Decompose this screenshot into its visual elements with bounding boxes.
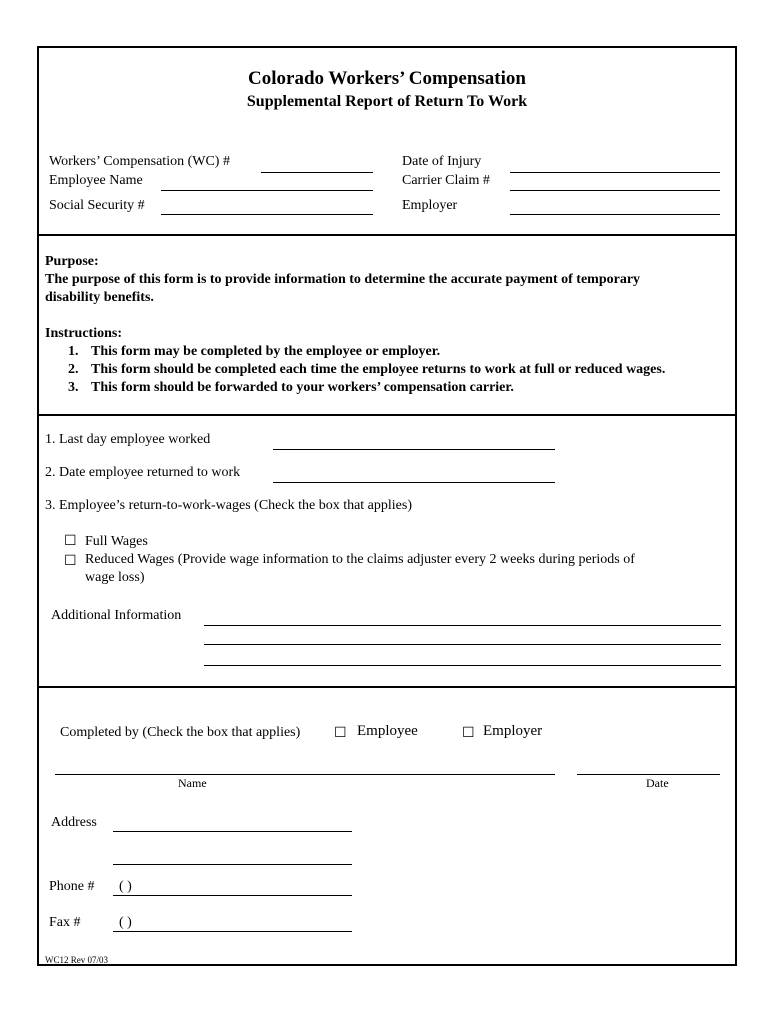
additional-info-line-3[interactable] xyxy=(204,665,721,666)
form-subtitle: Supplemental Report of Return To Work xyxy=(246,93,528,110)
return-to-work-form xyxy=(37,46,737,966)
reduced-wages-checkbox[interactable]: ☐ xyxy=(64,554,77,569)
fax-field[interactable] xyxy=(113,931,352,932)
employee-option-label: Employee xyxy=(357,723,418,739)
date-field[interactable] xyxy=(577,774,720,775)
additional-info-line-2[interactable] xyxy=(204,644,721,645)
instructions-heading: Instructions: xyxy=(45,326,123,341)
employee-name-field[interactable] xyxy=(161,190,373,191)
date-caption: Date xyxy=(646,776,669,790)
employer-field[interactable] xyxy=(510,214,720,215)
name-field[interactable] xyxy=(55,774,555,775)
instruction-text: This form may be completed by the employee or employer. xyxy=(91,344,441,359)
phone-area-code: ( ) xyxy=(119,879,132,894)
fax-label: Fax # xyxy=(49,915,81,930)
date-of-injury-field[interactable] xyxy=(510,172,720,173)
ssn-label: Social Security # xyxy=(49,198,145,213)
header-section xyxy=(39,48,735,236)
instructions-section xyxy=(39,236,735,416)
form-title: Colorado Workers’ Compensation xyxy=(248,68,526,89)
purpose-text-line2: disability benefits. xyxy=(45,290,154,305)
date-of-injury-label: Date of Injury xyxy=(402,154,482,169)
completion-section xyxy=(39,688,735,964)
return-date-field[interactable] xyxy=(273,482,555,483)
wc-number-field[interactable] xyxy=(261,172,373,173)
return-date-label: 2. Date employee returned to work xyxy=(45,465,241,480)
completed-by-label: Completed by (Check the box that applies) xyxy=(60,725,301,740)
last-day-worked-field[interactable] xyxy=(273,449,555,450)
address-line-1[interactable] xyxy=(113,831,352,832)
carrier-claim-label: Carrier Claim # xyxy=(402,173,490,188)
instruction-number: 3. xyxy=(68,380,79,395)
employer-checkbox[interactable]: ☐ xyxy=(462,726,475,741)
employer-option-label: Employer xyxy=(483,723,543,739)
reduced-wages-label: Reduced Wages (Provide wage information to the claims adjuster every 2 weeks during periods of xyxy=(85,552,635,567)
purpose-heading: Purpose: xyxy=(45,254,99,269)
full-wages-checkbox[interactable]: ☐ xyxy=(64,534,77,549)
address-line-2[interactable] xyxy=(113,864,352,865)
full-wages-label: Full Wages xyxy=(85,534,148,549)
wc-number-label: Workers’ Compensation (WC) # xyxy=(49,154,230,169)
wages-question-label: 3. Employee’s return-to-work-wages (Check the box that applies) xyxy=(45,498,413,513)
phone-label: Phone # xyxy=(49,879,95,894)
instruction-text: This form should be completed each time the employee returns to work at full or reduced wages. xyxy=(91,362,666,377)
carrier-claim-field[interactable] xyxy=(510,190,720,191)
phone-field[interactable] xyxy=(113,895,352,896)
employee-name-label: Employee Name xyxy=(49,173,143,188)
questions-section xyxy=(39,416,735,688)
fax-area-code: ( ) xyxy=(119,915,132,930)
form-revision-id: WC12 Rev 07/03 xyxy=(45,955,108,965)
purpose-text-line1: The purpose of this form is to provide information to determine the accurate payment of temporary xyxy=(45,272,641,287)
instruction-number: 2. xyxy=(68,362,79,377)
additional-info-label: Additional Information xyxy=(51,608,182,623)
last-day-worked-label: 1. Last day employee worked xyxy=(45,432,211,447)
name-caption: Name xyxy=(178,776,207,790)
address-label: Address xyxy=(51,815,97,830)
employer-label: Employer xyxy=(402,198,458,213)
reduced-wages-label-cont: wage loss) xyxy=(85,570,145,585)
ssn-field[interactable] xyxy=(161,214,373,215)
instruction-text: This form should be forwarded to your workers’ compensation carrier. xyxy=(91,380,514,395)
additional-info-line-1[interactable] xyxy=(204,625,721,626)
employee-checkbox[interactable]: ☐ xyxy=(334,726,347,741)
instruction-number: 1. xyxy=(68,344,79,359)
